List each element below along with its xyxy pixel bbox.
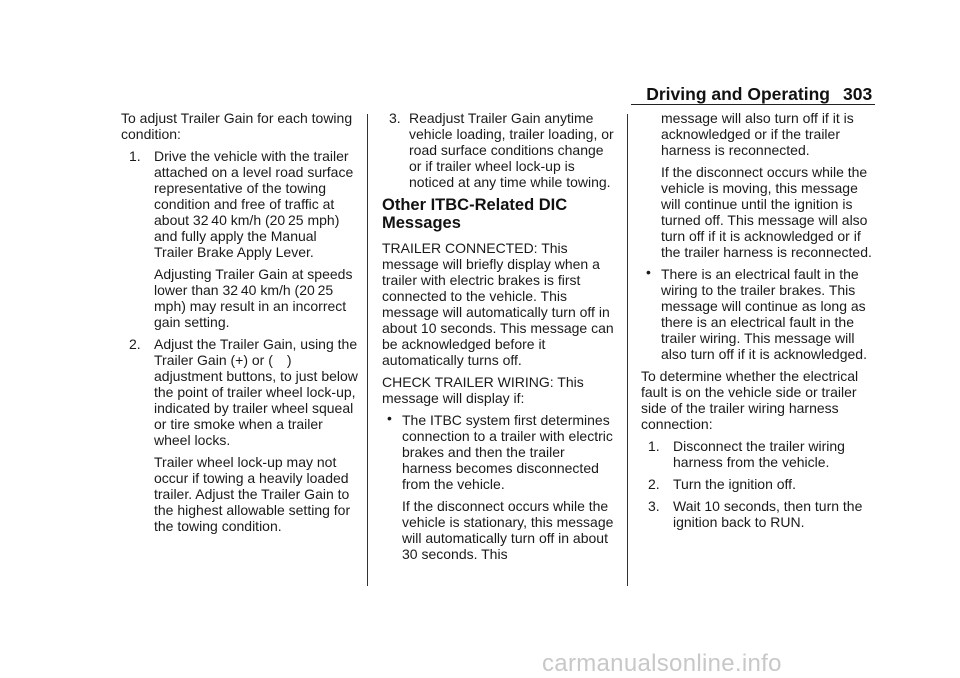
list-number: 1.	[129, 148, 141, 164]
step-text: Disconnect the trailer wiring harness from the vehicle.	[673, 438, 845, 470]
intro-paragraph: To adjust Trailer Gain for each towing condition:	[121, 110, 353, 142]
step-text: Turn the ignition off.	[673, 476, 796, 492]
column-3	[641, 110, 875, 536]
bullet-item	[641, 266, 875, 362]
list-item	[641, 438, 875, 470]
list-number: 2.	[648, 476, 660, 492]
column-divider	[627, 114, 628, 586]
bullet-text: The ITBC system first determines connection to a trailer with electric brakes and then the trailer harness becomes disconnected from the vehicle.	[402, 412, 613, 492]
list-number: 2.	[129, 336, 141, 352]
continued-text: message will also turn off if it is acknowledged or if the trailer harness is reconnected.	[661, 110, 854, 158]
determine-paragraph: To determine whether the electrical fault is on the vehicle side or trailer side of the trailer wiring harness connection:	[641, 368, 859, 432]
column-2	[382, 110, 616, 568]
step-note: Adjusting Trailer Gain at speeds lower than 32 40 km/h (20 25 mph) may result in an incorrect gain setting.	[154, 266, 353, 330]
diagnose-steps-list	[641, 438, 875, 530]
list-item	[641, 476, 875, 492]
step-text: Wait 10 seconds, then turn the ignition back to RUN.	[673, 498, 863, 530]
list-item	[121, 148, 359, 330]
list-number: 3.	[389, 110, 401, 126]
list-number: 3.	[648, 498, 660, 514]
column-1	[121, 110, 359, 540]
check-wiring-paragraph: CHECK TRAILER WIRING: This message will display if:	[382, 374, 584, 406]
bullet-icon: •	[387, 410, 392, 426]
bullet-continuation	[641, 110, 875, 260]
step-note: Trailer wheel lock-up may not occur if towing a heavily loaded trailer. Adjust the Trailer Gain to the highest allowable setting for the towing condition.	[154, 454, 351, 534]
step-text: Drive the vehicle with the trailer attached on a level road surface representative of the towing condition and free of traffic at about 32 40 km/h (20 25 mph) and fully apply the Manual Trailer Brake Apply Lever.	[154, 148, 354, 260]
header-rule	[631, 104, 875, 105]
bullet-text: There is an electrical fault in the wiring to the trailer brakes. This message will continue as long as there is an electrical fault in the trailer wiring. This message will also turn off if it is acknowledged.	[661, 266, 867, 362]
section-heading: Other ITBC-Related DIC Messages	[382, 196, 568, 232]
bullet-note: If the disconnect occurs while the vehicle is stationary, this message will automatically turn off in about 30 seconds. This	[402, 498, 614, 562]
list-number: 1.	[648, 438, 660, 454]
step-text: Adjust the Trailer Gain, using the Trailer Gain (+) or ( ) adjustment buttons, to just below the point of trailer wheel lock-up, indicated by trailer wheel squeal or tire smoke when a trailer wheel locks.	[154, 336, 358, 448]
step-text: Readjust Trailer Gain anytime vehicle loading, trailer loading, or road surface conditions change or if trailer wheel lock-up is noticed at any time while towing.	[409, 110, 614, 190]
page-number: 303	[843, 84, 873, 104]
list-item	[382, 110, 616, 190]
bullet-item	[382, 412, 616, 562]
trailer-connected-paragraph: TRAILER CONNECTED: This message will briefly display when a trailer with electric brakes is first connected to the vehicle. This message will automatically turn off in about 10 seconds. This message can be acknowledged before it automatically turns off.	[382, 240, 614, 368]
moving-disconnect-note: If the disconnect occurs while the vehicle is moving, this message will continue until the ignition is turned off. This message will also turn off if it is acknowledged or if the trailer harness is reconnected.	[661, 164, 872, 260]
bullet-icon: •	[646, 264, 651, 280]
section-title: Driving and Operating	[646, 84, 830, 104]
watermark: carmanualsonline.info	[542, 650, 782, 677]
list-item	[121, 336, 359, 534]
column-divider	[367, 114, 368, 586]
adjust-steps-list	[121, 148, 359, 534]
list-item	[641, 498, 875, 530]
